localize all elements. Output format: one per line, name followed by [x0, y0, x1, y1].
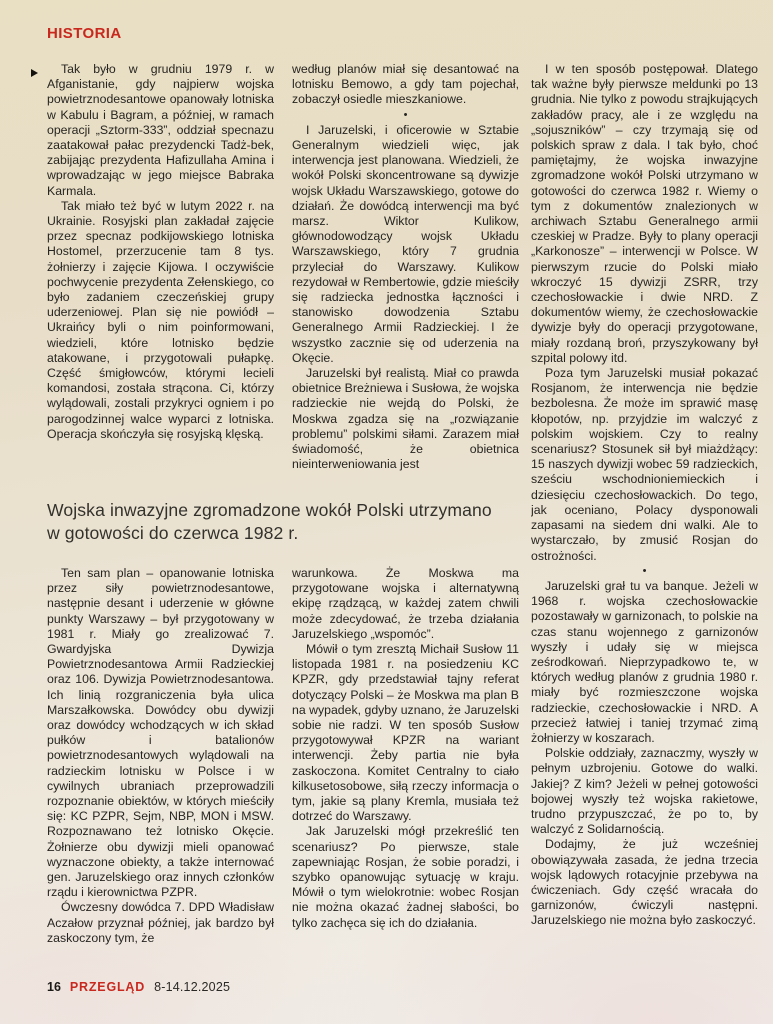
- paragraph: Polskie oddziały, zaznaczmy, wyszły w pełnym uzbrojeniu. Gotowe do walki. Jakiej? Z kim? Jeżeli w pełnej gotowości bojowej wyszły też wojska rakietowe, trudno przypuszczać, że po to, by walczyć z Solidarnością.: [531, 746, 758, 837]
- paragraph: Poza tym Jaruzelski musiał pokazać Rosjanom, że interwencja nie będzie bezbolesna. Że może im sprawić masę kłopotów, np. przyjdzie im walczyć z polskim wojskiem. Czy to realny scenariusz? Stosunek sił był miażdżący: 15 naszych dywizji wobec 59 radzieckich, sześciu wschodnioniemieckich i dziesięciu czechosłowackich. Do tego, jak oceniano, Polacy dysponowali zapasami na siedem dni walki. Ale to wystarczało, by zmusić Rosjan do ostrożności.: [531, 366, 758, 563]
- column-2-lower: [292, 566, 519, 931]
- paragraph-continuation: według planów miał się desantować na lotnisku Bemowo, a gdy tam pojechał, zobaczył osiedle mieszkaniowe.: [292, 62, 519, 107]
- paragraph-continuation: warunkowa. Że Moskwa ma przygotowane wojska i alternatywną ekipę rządzącą, w każdej zatem chwili może zdecydować, że trzeba działania Jaruzelskiego „wspomóc”.: [292, 566, 519, 641]
- issue-date: 8-14.12.2025: [154, 980, 231, 994]
- magazine-name: PRZEGLĄD: [69, 980, 146, 994]
- article-headline: Wojska inwazyjne zgromadzone wokół Polski utrzymano w gotowości do czerwca 1982 r.: [47, 500, 492, 543]
- page-number: 16: [47, 980, 61, 994]
- column-1-lower: [47, 566, 274, 946]
- paragraph: Mówił o tym zresztą Michaił Susłow 11 listopada 1981 r. na posiedzeniu KC KPZR, gdy przedstawiał tajny referat dotyczący Polski – że Moskwa ma plan B na wypadek, gdyby uznano, że Jaruzelski sobie nie radzi. W ten sposób Susłow przygotowywał KPZR na wariant interwencji. Żeby partia nie była zaskoczona. Komitet Centralny to ciało kilkusetosobowe, siłą rzeczy informacja o tym, jakie są plany Kremla, musiała też dotrzeć do Warszawy.: [292, 642, 519, 824]
- column-3: [531, 62, 758, 929]
- paragraph: I Jaruzelski, i oficerowie w Sztabie Generalnym wiedzieli więc, jak interwencja jest planowana. Wiedzieli, że wokół Polski skoncentrowane są dywizje wojsk Układu Warszawskiego, gotowe do działań. Że dowódcą interwencji ma być marsz. Wiktor Kulikow, głównodowodzący wojsk Układu Warszawskiego, który 7 grudnia przyleciał do Warszawy. Kulikow rezydował w Rembertowie, gdzie mieściły się radziecka jednostka łączności i stanowisko dowodzenia Sztabu Generalnego Armii Radzieckiej. I że wszystko zacznie się od uderzenia na Okęcie.: [292, 122, 519, 365]
- separator-dot: •: [403, 108, 408, 121]
- paragraph: Jaruzelski grał tu va banque. Jeżeli w 1968 r. wojska czechosłowackie pozostawały w garnizonach, to polskie na czas stanu wojennego z garnizonów wyszły i udały się w miejsca ześrodkowań. Nieprzypadkowo te, w których według planów z grudnia 1980 r. miały być rozmieszczone wojska radzieckie, czechosłowackie i NRD. A przecież łatwiej i taniej trzymać zimą żołnierzy w koszarach.: [531, 578, 758, 745]
- paragraph: Jak Jaruzelski mógł przekreślić ten scenariusz? Po pierwsze, stale zapewniając Rosjan, że sobie poradzi, i szybko opanowując sytuację w kraju. Mówił o tym wielokrotnie: wobec Rosjan nie można okazać żadnej słabości, bo tylko zachęca się ich do działania.: [292, 824, 519, 930]
- paragraph: Ten sam plan – opanowanie lotniska przez siły powietrznodesantowe, następnie desant i uderzenie w główne punkty Warszawy – był przygotowany w 1981 r. Miały go zrealizować 7. Gwardyjska Dywizja Powietrznodesantowa Armii Radzieckiej oraz 106. Dywizja Powietrznodesantowa. Ich linią rozgraniczenia była ulica Marszałkowska. Dowódcy obu dywizji oraz dowódcy wchodzących w ich skład pułków i batalionów powietrznodesantowych wylądowali na radzieckim lotnisku w Polsce i w cywilnych ubraniach przeprowadzili rozpoznanie obiektów, w których mieściły się: KC PZPR, Sejm, NBP, MON i MSW. Rozpoznawano też lotnisko Okęcie. Żołnierze obu dywizji mieli opanować wyznaczone obiekty, a także internować gen. Jaruzelskiego oraz innych członków rządu i kierownictwa PZPR.: [47, 566, 274, 900]
- section-label: HISTORIA: [47, 25, 122, 42]
- column-1-upper: [47, 62, 274, 442]
- paragraph-marker-triangle-right-icon: [31, 69, 38, 77]
- paragraph: Tak było w grudniu 1979 r. w Afganistanie, gdy najpierw wojska powietrznodesantowe opanowały lotniska w Kabulu i Bagram, a później, w ramach operacji „Sztorm-333”, oddział specnazu zaatakował pałac prezydencki Tadż-bek, zabijając prezydenta Hafizullaha Amina i wprowadzając w jego miejsce Babraka Karmala.: [47, 62, 274, 198]
- column-2-upper: [292, 62, 519, 472]
- paragraph: Tak miało też być w lutym 2022 r. na Ukrainie. Rosyjski plan zakładał zajęcie przez specnaz podkijowskiego lotniska Hostomel, przerzucenie tam 8 tys. żołnierzy i zajęcie Kijowa. I oczywiście pochwycenie prezydenta Zełenskiego, co było zadaniem czeczeńskiej grupy uderzeniowej. Plan się nie powiódł – Ukraińcy byli o nim poinformowani, wiedzieli, które lotnisko będzie atakowane, i przygotowali pułapkę. Część śmigłowców, którymi lecieli komandosi, została strącona. Ci, którzy wylądowali, zostali przykryci ogniem i po parogodzinnej walce wyparci z lotniska. Operacja skończyła się rosyjską klęską.: [47, 198, 274, 441]
- separator-dot: •: [642, 564, 647, 577]
- paragraph: Jaruzelski był realistą. Miał co prawda obietnice Breżniewa i Susłowa, że wojska radzieckie nie wejdą do Polski, że Moskwa zgadza się na „rozwiązanie problemu” polskimi siłami. Zarazem miał świadomość, że obietnica nieinterweniowania jest: [292, 366, 519, 472]
- page-footer: [47, 980, 230, 994]
- paragraph: Dodajmy, że już wcześniej obowiązywała zasada, że jedna trzecia wojsk lądowych rotacyjnie przebywa na ćwiczeniach. Gdy część wracała do garnizonów, ćwiczyli następni. Jaruzelskiego nie można było zaskoczyć.: [531, 837, 758, 928]
- paragraph: Ówczesny dowódca 7. DPD Władisław Aczałow przyznał później, jak bardzo był zaskoczony tym, że: [47, 900, 274, 945]
- paragraph: I w ten sposób postępował. Dlatego tak ważne były pierwsze meldunki po 13 grudnia. Nie tylko z powodu strajkujących zakładów pracy, ale i ze względu na „sojuszników” – czy trzymają się od polskich spraw z dala. I tak było, choć pamiętajmy, że wojska inwazyjne zgromadzone wokół Polski utrzymano w gotowości do czerwca 1982 r. Wiemy o tym z dokumentów znalezionych w archiwach Sztabu Generalnego armii czeskiej w Pradze. Były to plany operacji „Karkonosze” – interwencji w Polsce. W pierwszym rzucie do Polski miało wkroczyć 15 dywizji ZSRR, trzy czechosłowackie i dwie NRD. Z dokumentów wiemy, że czechosłowackie dywizje były do operacji przygotowane, miały rozdaną broń, przyszykowany był szpital polowy itd.: [531, 62, 758, 365]
